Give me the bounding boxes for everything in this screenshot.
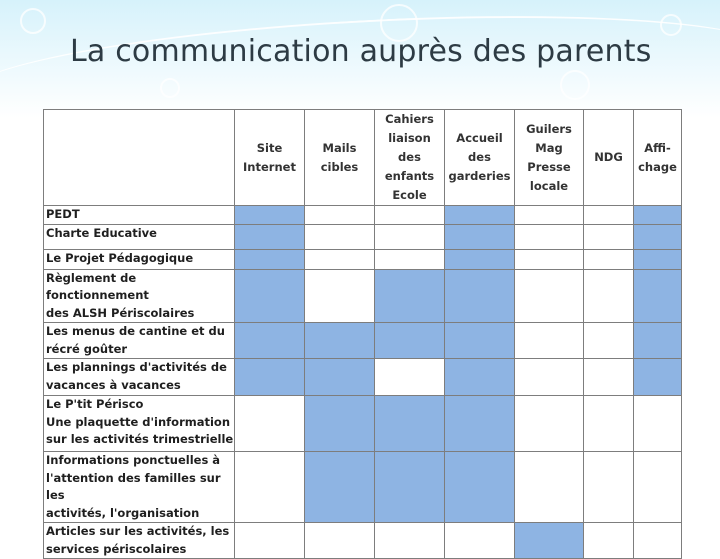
column-header-text: liaison des — [388, 131, 431, 164]
table-row — [44, 269, 682, 323]
row-label-text: Charte Educative — [46, 225, 157, 240]
channel-cell — [375, 323, 445, 359]
channel-cell — [375, 452, 445, 523]
column-header-text: Affi- — [644, 140, 671, 155]
column-header-text: Guilers — [526, 121, 572, 136]
channel-cell — [305, 249, 375, 269]
channel-cell — [515, 224, 584, 249]
channel-cell — [634, 523, 682, 559]
column-header — [634, 110, 682, 206]
row-label-text: services périscolaires — [46, 541, 187, 556]
channel-cell — [515, 396, 584, 452]
channel-cell — [305, 396, 375, 452]
channel-cell — [584, 269, 634, 323]
row-label — [44, 359, 235, 396]
column-header-text: Site — [256, 140, 283, 155]
channel-cell — [305, 323, 375, 359]
column-header — [375, 110, 445, 206]
channel-cell — [235, 249, 305, 269]
row-label — [44, 523, 235, 559]
channel-cell — [375, 224, 445, 249]
column-header-text: Mag — [535, 140, 563, 155]
channel-cell — [634, 359, 682, 396]
column-header — [515, 110, 584, 206]
channel-cell — [515, 323, 584, 359]
channel-cell — [235, 359, 305, 396]
channel-cell — [445, 452, 515, 523]
row-label-text: Les menus de cantine et du — [46, 324, 225, 338]
channel-cell — [515, 269, 584, 323]
channel-cell — [445, 206, 515, 225]
table-body — [44, 206, 682, 559]
channel-cell — [235, 452, 305, 523]
channel-cell — [584, 396, 634, 452]
channel-cell — [445, 359, 515, 396]
channel-cell — [305, 359, 375, 396]
row-label-text: PEDT — [46, 207, 80, 221]
channel-cell — [445, 523, 515, 559]
table-row — [44, 224, 682, 249]
channel-cell — [584, 249, 634, 269]
decorative-bubble — [660, 14, 682, 36]
channel-cell — [305, 452, 375, 523]
channel-cell — [305, 206, 375, 225]
row-label-text: Une plaquette d'information — [46, 414, 231, 429]
channel-cell — [584, 224, 634, 249]
row-label — [44, 224, 235, 249]
channel-cell — [584, 206, 634, 225]
row-label — [44, 249, 235, 269]
row-label-text: Règlement de fonctionnement — [46, 270, 149, 302]
communication-table — [43, 109, 682, 559]
table-row — [44, 323, 682, 359]
channel-cell — [375, 523, 445, 559]
channel-cell — [375, 396, 445, 452]
row-label-text: Les plannings d'activités de — [46, 360, 227, 374]
row-label — [44, 269, 235, 323]
channel-cell — [445, 323, 515, 359]
channel-cell — [235, 523, 305, 559]
table-row — [44, 249, 682, 269]
column-header-text: Presse — [527, 159, 571, 174]
column-header-text: chage — [638, 159, 677, 174]
channel-cell — [515, 523, 584, 559]
column-header-text: des — [468, 150, 491, 164]
table-row — [44, 359, 682, 396]
channel-cell — [235, 323, 305, 359]
row-label-text: l'attention des familles sur les — [46, 470, 221, 502]
channel-cell — [235, 206, 305, 225]
channel-cell — [515, 206, 584, 225]
row-label — [44, 396, 235, 452]
row-label-text: des ALSH Périscolaires — [46, 305, 195, 320]
row-label-text: Articles sur les activités, les — [46, 524, 230, 538]
channel-cell — [305, 523, 375, 559]
channel-cell — [375, 269, 445, 323]
column-header-text: locale — [529, 178, 569, 193]
header-row — [44, 110, 682, 206]
channel-cell — [445, 249, 515, 269]
row-label-text: Le Projet Pédagogique — [46, 250, 194, 265]
channel-cell — [584, 523, 634, 559]
table-row — [44, 523, 682, 559]
column-header — [584, 110, 634, 206]
row-label-text: Informations ponctuelles à — [46, 453, 221, 467]
column-header-text: garderies — [448, 169, 511, 183]
column-header-text: NDG — [594, 150, 623, 164]
channel-cell — [634, 396, 682, 452]
corner-cell — [44, 110, 235, 206]
channel-cell — [634, 224, 682, 249]
channel-cell — [445, 269, 515, 323]
channel-cell — [235, 396, 305, 452]
slide-title: La communication auprès des parents — [70, 34, 652, 69]
channel-cell — [445, 396, 515, 452]
channel-cell — [445, 224, 515, 249]
column-header-text: Mails — [322, 140, 357, 155]
row-label-text: récré goûter — [46, 341, 128, 356]
decorative-bubble — [160, 78, 180, 98]
table-row — [44, 396, 682, 452]
row-label-text: activités, l'organisation — [46, 505, 200, 520]
row-label-text: vacances à vacances — [46, 377, 181, 392]
channel-cell — [634, 249, 682, 269]
column-header-text: Accueil — [456, 131, 503, 145]
channel-cell — [375, 249, 445, 269]
table-row — [44, 206, 682, 225]
column-header-text: enfants — [384, 169, 435, 183]
channel-cell — [584, 323, 634, 359]
column-header — [305, 110, 375, 206]
channel-cell — [235, 269, 305, 323]
column-header-text: cibles — [320, 159, 359, 174]
channel-cell — [584, 452, 634, 523]
channel-cell — [235, 224, 305, 249]
channel-cell — [584, 359, 634, 396]
channel-cell — [375, 359, 445, 396]
decorative-bubble — [20, 8, 46, 34]
channel-cell — [634, 206, 682, 225]
channel-cell — [515, 452, 584, 523]
row-label — [44, 323, 235, 359]
column-header-text: Cahiers — [385, 112, 434, 126]
column-header-text: Ecole — [392, 188, 427, 202]
channel-cell — [515, 359, 584, 396]
channel-cell — [305, 224, 375, 249]
channel-cell — [375, 206, 445, 225]
channel-cell — [634, 323, 682, 359]
row-label-text: sur les activités trimestrielle — [46, 432, 234, 446]
table-row — [44, 452, 682, 523]
channel-cell — [634, 269, 682, 323]
row-label — [44, 206, 235, 225]
column-header-text: Internet — [243, 159, 296, 174]
row-label-text: Le P'tit Périsco — [46, 397, 144, 411]
row-label — [44, 452, 235, 523]
channel-cell — [515, 249, 584, 269]
column-header — [235, 110, 305, 206]
channel-cell — [634, 452, 682, 523]
decorative-bubble — [560, 70, 590, 100]
channel-cell — [305, 269, 375, 323]
column-header — [445, 110, 515, 206]
